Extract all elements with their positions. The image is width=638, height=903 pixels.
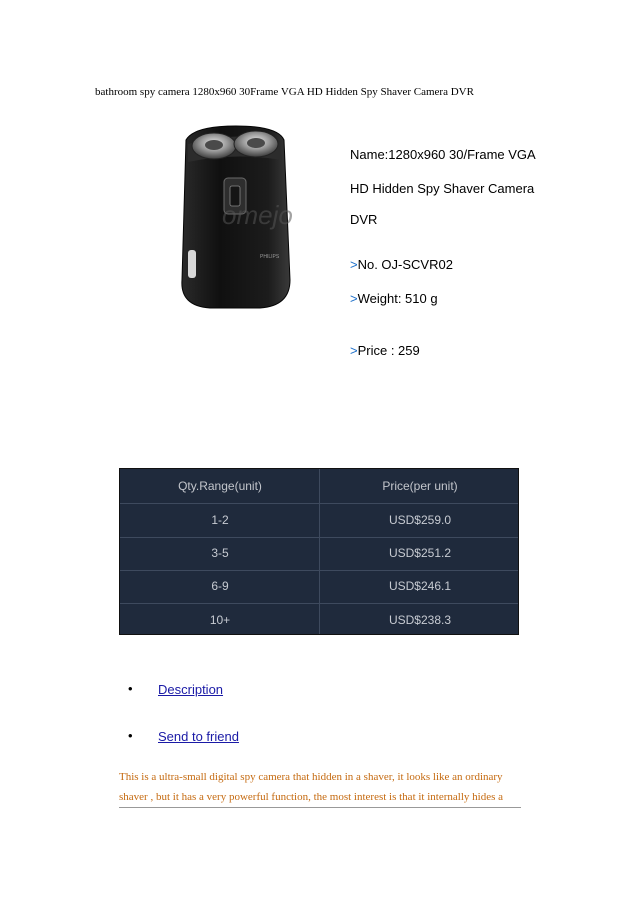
marker-icon: >	[350, 291, 358, 306]
unit-price-cell: USD$246.1	[388, 579, 452, 593]
qty-range-cell: 1-2	[211, 513, 229, 527]
product-weight	[350, 291, 438, 306]
table-row	[120, 503, 518, 538]
product-price	[350, 343, 420, 358]
qty-range-cell: 10+	[209, 613, 231, 627]
header-price-per-unit: Price(per unit)	[382, 479, 458, 493]
product-name-line-3: DVR	[350, 212, 378, 227]
table-row	[120, 603, 518, 637]
product-name-line-2: HD Hidden Spy Shaver Camera	[350, 181, 535, 196]
product-price-text: Price : 259	[357, 343, 420, 358]
price-table	[119, 468, 519, 635]
product-number-text: No. OJ-SCVR02	[357, 257, 453, 272]
table-row	[120, 536, 518, 571]
product-number	[350, 257, 453, 272]
bullet-icon: •	[128, 681, 133, 696]
qty-range-cell: 3-5	[211, 546, 229, 560]
unit-price-cell: USD$238.3	[388, 613, 452, 627]
marker-icon: >	[350, 343, 358, 358]
unit-price-cell: USD$251.2	[388, 546, 452, 560]
bullet-icon: •	[128, 728, 133, 743]
product-name-line-1: Name:1280x960 30/Frame VGA	[350, 147, 536, 162]
send-to-friend-link[interactable]: Send to friend	[158, 729, 239, 744]
product-image-shaver-camera	[164, 120, 310, 310]
image-watermark: omejo	[222, 200, 293, 230]
table-header-row	[120, 469, 518, 504]
image-brand-label: PHILIPS	[260, 254, 280, 260]
table-row	[120, 569, 518, 604]
product-weight-text: Weight: 510 g	[357, 291, 438, 306]
description-link[interactable]: Description	[158, 682, 224, 697]
page-title: bathroom spy camera 1280x960 30Frame VGA HD Hidden Spy Shaver Camera DVR	[95, 86, 474, 98]
product-description	[119, 767, 521, 808]
description-line-1: This is a ultra-small digital spy camera that hidden in a shaver, it looks like an ordinary	[119, 771, 503, 783]
unit-price-cell: USD$259.0	[388, 513, 452, 527]
header-qty-range: Qty.Range(unit)	[178, 479, 262, 493]
qty-range-cell: 6-9	[211, 579, 229, 593]
marker-icon: >	[350, 257, 358, 272]
description-line-2: shaver , but it has a very powerful function, the most interest is that it internally hides a	[119, 791, 503, 803]
